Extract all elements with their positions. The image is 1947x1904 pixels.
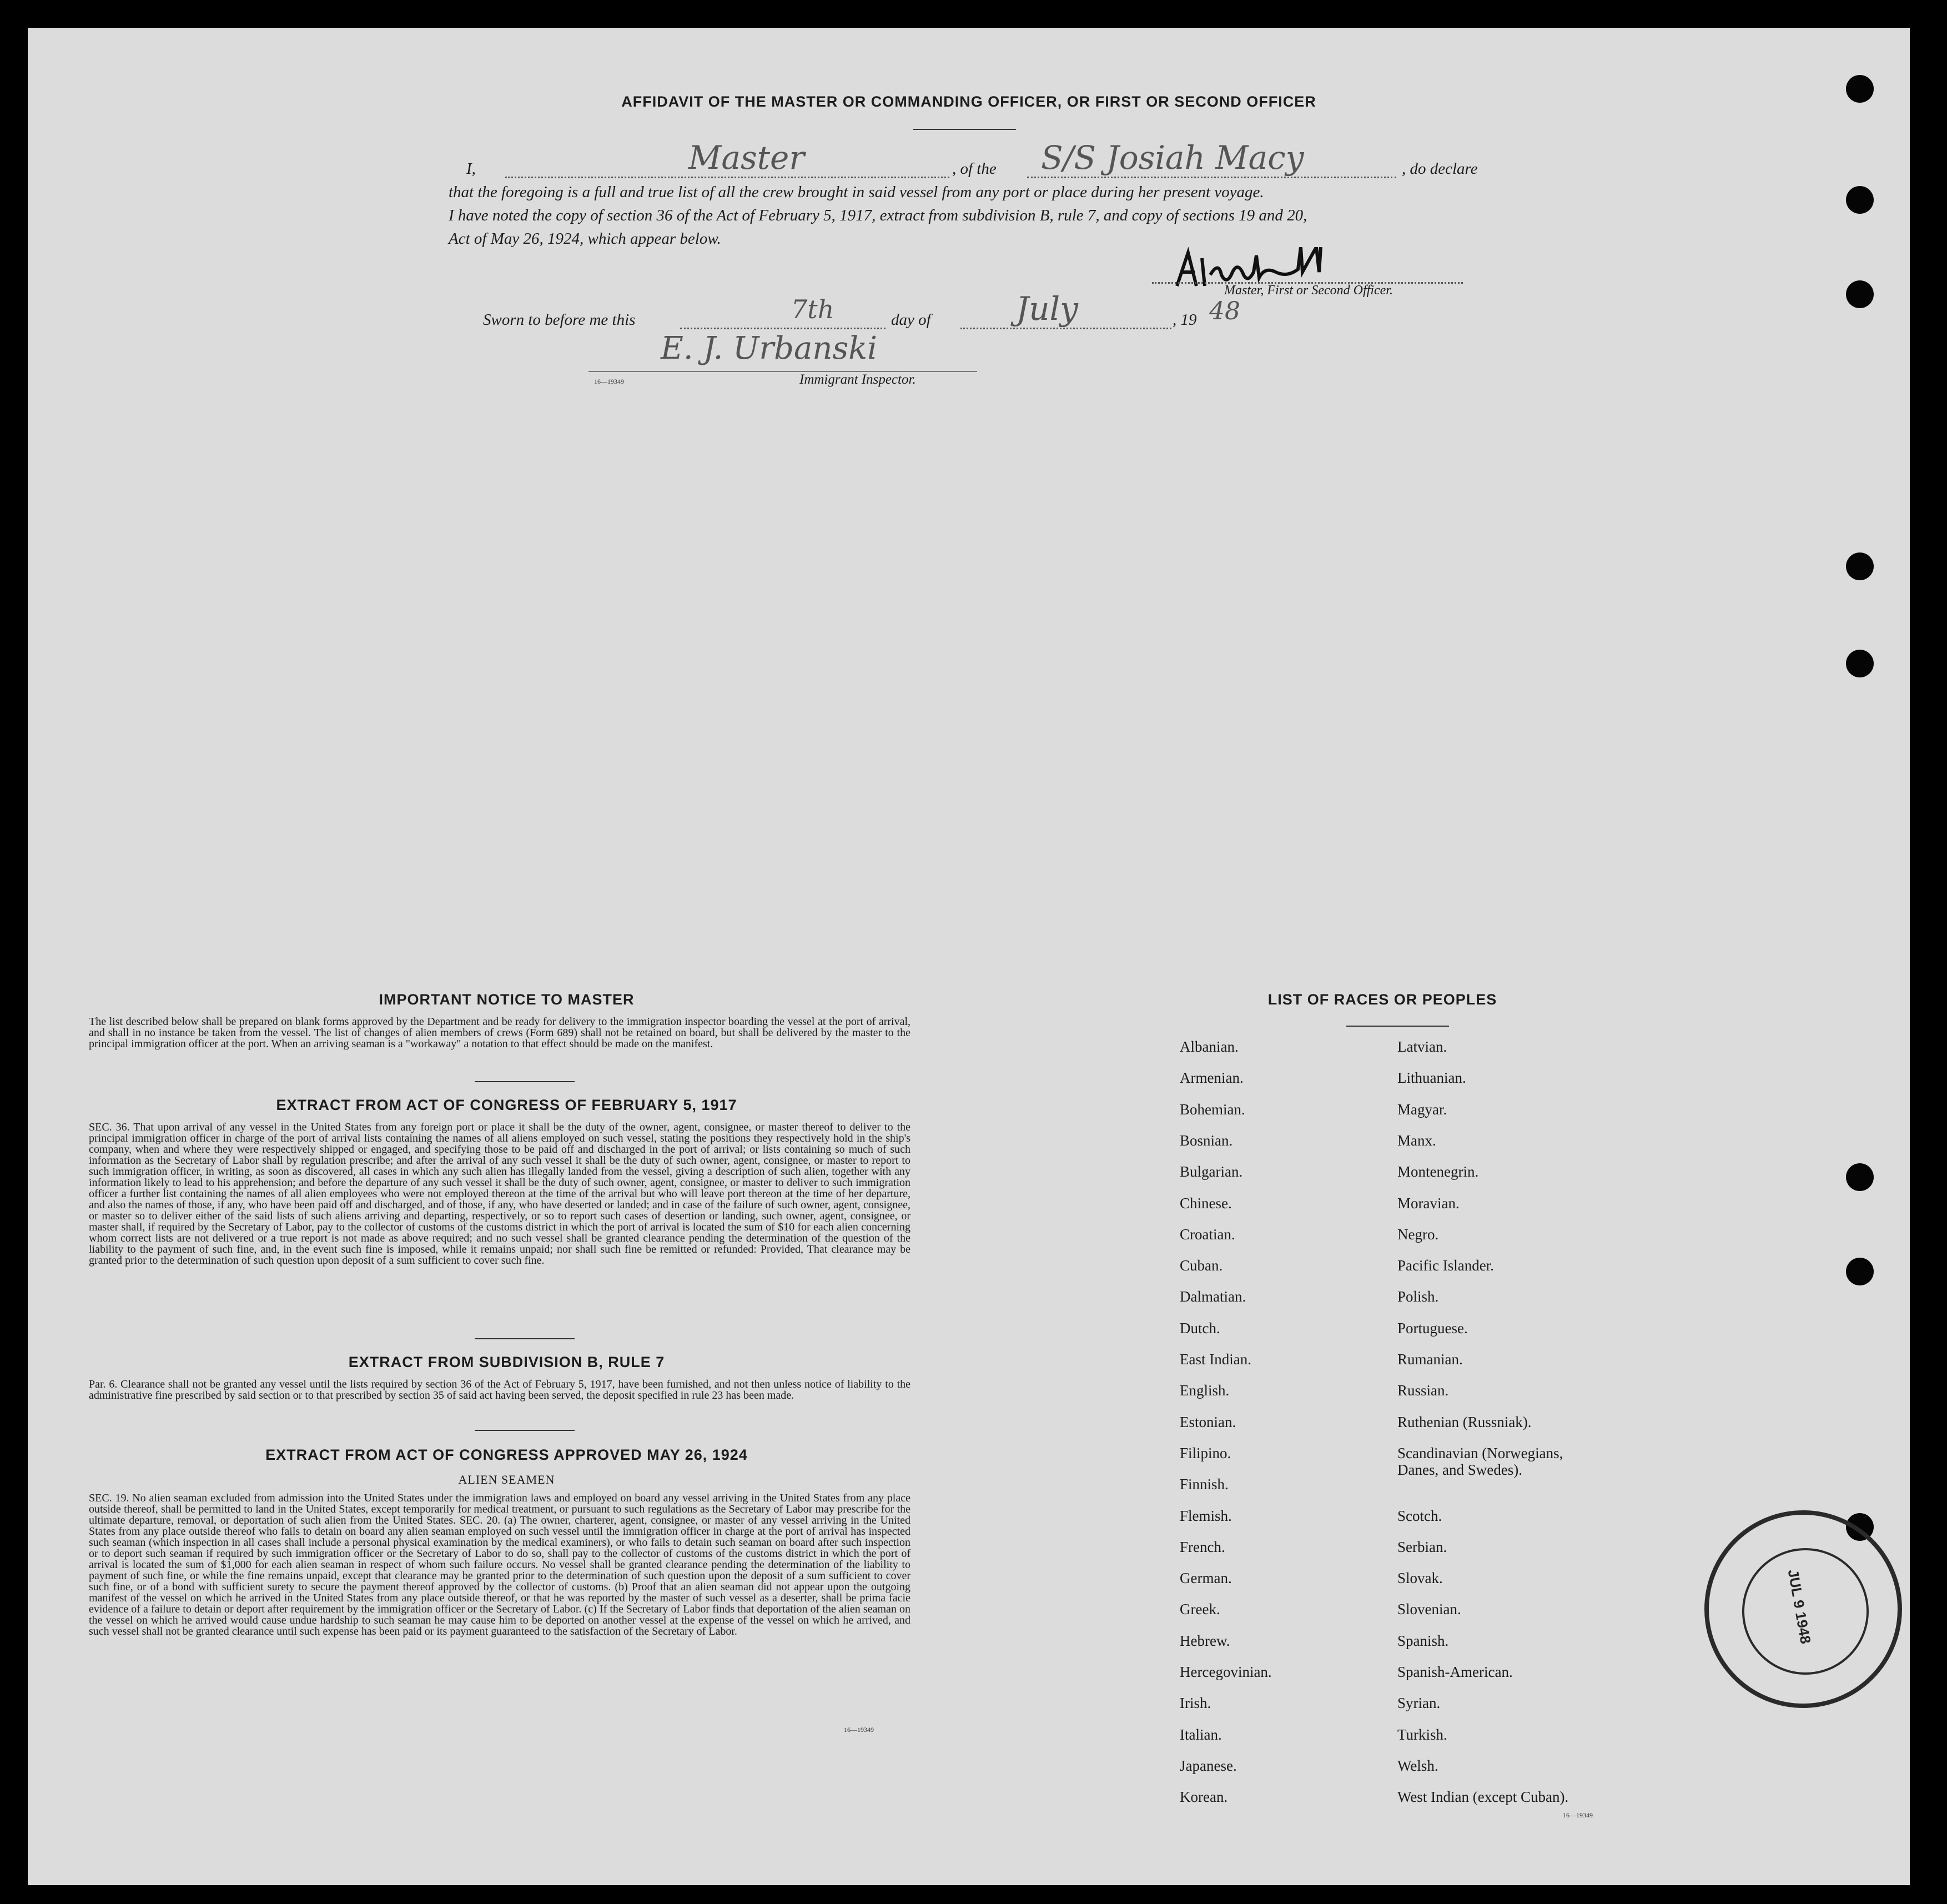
declaration-do-declare: , do declare — [1402, 160, 1478, 178]
stamp-text: JUL 9 1948 — [1784, 1568, 1814, 1645]
race-item: Greek. — [1180, 1601, 1220, 1618]
master-blank — [505, 177, 949, 178]
race-item: Slovak. — [1397, 1570, 1443, 1587]
race-item: English. — [1180, 1382, 1230, 1399]
extract-1924-body: SEC. 19. No alien seaman excluded from admission into the United States under the immigration laws and employed on board any vessel arriving in the United States from any place outside thereof, shall be permitted to land in the United States, except temporarily for medical treatment, or pursuant to such regulations as the Secretary of Labor may prescribe for the ultimate departure, removal, or deportation of such alien from the United States. SEC. 20. (a) The owner, charterer, agent, consignee, or master of any vessel arriving in the United States from any place outside thereof who fails to detain on board any alien seaman employed on such vessel until the immigration officer in charge at the port of arrival has inspected such seaman (which inspection in all cases shall include a personal physical examination by the medical examiners), or who fails to detain such seaman on board after such inspection or to deport such seaman if required by such immigration officer or the Secretary of Labor to do so, shall pay to the collector of customs of the customs district in which the port of arrival is located the sum of $1,000 for each alien seaman in respect of whom such failure occurs. No vessel shall be granted clearance pending the determination of the liability to payment of such fine, or while the fine remains unpaid, except that clearance may be granted prior to the determination of such question upon the deposit of a sum sufficient to cover such fine, or of a bond with sufficient surety to secure the payment thereof approved by the collector of customs. (b) Proof that an alien seaman did not appear upon the outgoing manifest of the vessel on which he arrived in the United States from any place outside thereof, or that he was reported by the master of such vessel as a deserter, shall be prima facie evidence of a failure to detain or deport after requirement by the immigration officer or the Secretary of Labor. (c) If the Secretary of Labor finds that deportation of the alien seaman on the vessel on which he arrived would cause undue hardship to such seaman he may cause him to be deported on another vessel at the expense of the vessel on which he arrived, and such vessel shall not be granted clearance until such expense has been paid or its payment guaranteed to the satisfaction of the Secretary of Labor. — [89, 1492, 910, 1637]
race-item: Spanish-American. — [1397, 1664, 1513, 1680]
race-item: Dutch. — [1180, 1319, 1220, 1337]
race-item: Ruthenian (Russniak). — [1397, 1413, 1532, 1430]
race-item: Scotch. — [1397, 1507, 1442, 1524]
races-heading: LIST OF RACES OR PEOPLES — [1267, 991, 1497, 1008]
declaration-I: I, — [466, 160, 476, 178]
race-item: Korean. — [1180, 1789, 1228, 1806]
handwritten-master: Master — [688, 139, 805, 177]
binder-hole-3 — [1846, 280, 1874, 308]
handwritten-year: 48 — [1209, 297, 1240, 325]
races-rule — [1346, 1026, 1449, 1027]
inspector-signature: E. J. Urbanski — [661, 330, 878, 366]
race-item: Japanese. — [1180, 1757, 1237, 1774]
extract-1924-heading: EXTRACT FROM ACT OF CONGRESS APPROVED MAY 26, 1924 — [265, 1446, 748, 1463]
race-item: Hercegovinian. — [1180, 1664, 1272, 1680]
race-item: East Indian. — [1180, 1351, 1251, 1368]
race-item: Bosnian. — [1180, 1132, 1233, 1149]
race-item: Rumanian. — [1397, 1351, 1463, 1368]
race-item: French. — [1180, 1538, 1225, 1555]
extract-1917-heading: EXTRACT FROM ACT OF CONGRESS OF FEBRUARY 5, 1917 — [276, 1097, 737, 1113]
race-item: Syrian. — [1397, 1695, 1441, 1712]
form-number-left: 16—19349 — [844, 1726, 874, 1734]
declaration-line-4: Act of May 26, 1924, which appear below. — [449, 230, 721, 248]
extract-1917-body: SEC. 36. That upon arrival of any vessel in the United States from any foreign port or place it shall be the duty of the owner, agent, consignee, or master thereof to deliver to the principal immigration officer in charge of the port of arrival lists containing the names of all aliens employed on such vessel, stating the positions they respectively hold in the ship's company, when and where they were respectively shipped or engaged, and specifying those to be paid off and discharged in the port of arrival; or lists containing so much of such information as the Secretary of Labor shall by regulation prescribe; and after the arrival of any such vessel it shall be the duty of such owner, agent, consignee, or master to report to such immigration officer, in writing, as soon as discovered, all cases in which any such alien has illegally landed from the vessel, giving a description of such alien, together with any information likely to lead to his apprehension; and before the departure of any such vessel it shall be the duty of such owner, agent, consignee, or master to deliver to such immigration officer a further list containing the names of all alien employees who were not employed thereon at the time of the arrival but who will leave port thereon at the time of her departure, and also the names of those, if any, who have been paid off and discharged, and of those, if any, who have deserted or landed; and in case of the failure of such owner, agent, consignee, or master so to deliver either of the said lists of such aliens arriving and departing, respectively, or so to report such cases of desertion or landing, such owner, agent, consignee, or master shall, if required by the Secretary of Labor, pay to the collector of customs of the customs district in which the port of arrival is located the sum of $10 for each alien concerning whom correct lists are not delivered or a true report is not made as above required; and no such vessel shall be granted clearance pending the determination of the question of the liability to the payment of such fine, and, in the event such fine is imposed, while it remains unpaid; nor shall such fine be remitted or refunded: Provided, That clearance may be granted prior to the determination of such question upon deposit of a sum sufficient to cover such fine. — [89, 1121, 910, 1267]
race-item: Pacific Islander. — [1397, 1257, 1494, 1274]
handwritten-day: 7th — [791, 294, 834, 324]
binder-hole-7 — [1846, 1258, 1874, 1285]
day-of-label: day of — [891, 311, 931, 329]
inspector-caption: Immigrant Inspector. — [799, 372, 916, 387]
binder-hole-2 — [1846, 186, 1874, 214]
race-item: Flemish. — [1180, 1507, 1232, 1524]
race-item: West Indian (except Cuban). — [1397, 1789, 1569, 1806]
handwritten-month: July — [1016, 290, 1078, 328]
race-item: Polish. — [1397, 1288, 1439, 1305]
race-item: Hebrew. — [1180, 1632, 1230, 1649]
binder-hole-6 — [1846, 1163, 1874, 1191]
race-item: Scandinavian (Norwegians, Danes, and Swedes). — [1397, 1444, 1563, 1478]
affidavit-title: AFFIDAVIT OF THE MASTER OR COMMANDING OFFICER, OR FIRST OR SECOND OFFICER — [621, 93, 1316, 110]
rule7-heading: EXTRACT FROM SUBDIVISION B, RULE 7 — [348, 1354, 665, 1370]
rule7-body: Par. 6. Clearance shall not be granted any vessel until the lists required by section 36 of the Act of February 5, 1917, have been furnished, and not then unless notice of liability to the administrative fine prescribed by said section or to that prescribed by section 35 of said act having been served, the deposit specified in rule 23 has been made. — [89, 1378, 910, 1401]
inspector-line — [588, 371, 977, 372]
race-item: Spanish. — [1397, 1632, 1449, 1649]
notice-body: The list described below shall be prepared on blank forms approved by the Department and be ready for delivery to the immigration inspector boarding the vessel at the port of arrival, and shall in no instance be taken from the vessel. The list of changes of alien members of crews (Form 689) shall not be retained on board, but shall be delivered by the master to the principal immigration officer at the port. When an arriving seaman is a "workaway" a notation to that effect should be made on the manifest. — [89, 1016, 910, 1050]
race-item: Manx. — [1397, 1132, 1436, 1149]
race-item: Magyar. — [1397, 1101, 1447, 1118]
race-item: Negro. — [1397, 1225, 1439, 1243]
race-item: Cuban. — [1180, 1257, 1223, 1274]
race-item: Moravian. — [1397, 1194, 1460, 1212]
race-item: German. — [1180, 1570, 1232, 1587]
race-item: Latvian. — [1397, 1038, 1447, 1055]
race-item: Albanian. — [1180, 1038, 1239, 1055]
race-item: Slovenian. — [1397, 1601, 1461, 1618]
race-item: Welsh. — [1397, 1757, 1438, 1774]
race-item: Croatian. — [1180, 1225, 1235, 1243]
race-item: Italian. — [1180, 1726, 1222, 1743]
race-item: Chinese. — [1180, 1194, 1232, 1212]
race-item: Dalmatian. — [1180, 1288, 1246, 1305]
race-item: Finnish. — [1180, 1476, 1229, 1493]
vessel-blank — [1027, 177, 1396, 178]
race-item: Serbian. — [1397, 1538, 1447, 1555]
notice-rule — [475, 1081, 575, 1082]
race-item: Bohemian. — [1180, 1101, 1245, 1118]
race-item: Lithuanian. — [1397, 1069, 1466, 1087]
day-blank — [680, 328, 886, 329]
race-item: Turkish. — [1397, 1726, 1447, 1743]
race-item: Montenegrin. — [1397, 1163, 1479, 1180]
race-item: Irish. — [1180, 1695, 1211, 1712]
alien-seamen-subheading: ALIEN SEAMEN — [458, 1473, 555, 1486]
race-item: Estonian. — [1180, 1413, 1236, 1430]
race-item: Armenian. — [1180, 1069, 1244, 1087]
declaration-of-the: , of the — [952, 160, 997, 178]
sworn-label: Sworn to before me this — [483, 311, 636, 329]
month-blank — [960, 328, 1171, 329]
signature-caption: Master, First or Second Officer. — [1224, 283, 1393, 298]
race-item: Portuguese. — [1397, 1319, 1468, 1337]
title-rule — [913, 129, 1016, 130]
declaration-line-2: that the foregoing is a full and true list of all the crew brought in said vessel from any port or place during her present voyage. — [449, 183, 1264, 201]
form-number-top: 16—19349 — [594, 378, 624, 385]
extract-1917-rule — [475, 1338, 575, 1339]
notice-heading: IMPORTANT NOTICE TO MASTER — [379, 991, 635, 1008]
rule7-rule — [475, 1430, 575, 1431]
handwritten-vessel: S/S Josiah Macy — [1041, 139, 1304, 177]
binder-hole-4 — [1846, 552, 1874, 580]
binder-hole-5 — [1846, 650, 1874, 677]
naturalization-stamp — [1704, 1510, 1902, 1708]
race-item: Filipino. — [1180, 1444, 1231, 1461]
declaration-line-3: I have noted the copy of section 36 of the Act of February 5, 1917, extract from subdivision B, rule 7, and copy of sections 19 and 20, — [449, 207, 1307, 224]
race-item: Russian. — [1397, 1382, 1449, 1399]
form-number-right: 16—19349 — [1563, 1811, 1593, 1819]
year-prefix: , 19 — [1173, 311, 1197, 329]
race-item: Bulgarian. — [1180, 1163, 1243, 1180]
